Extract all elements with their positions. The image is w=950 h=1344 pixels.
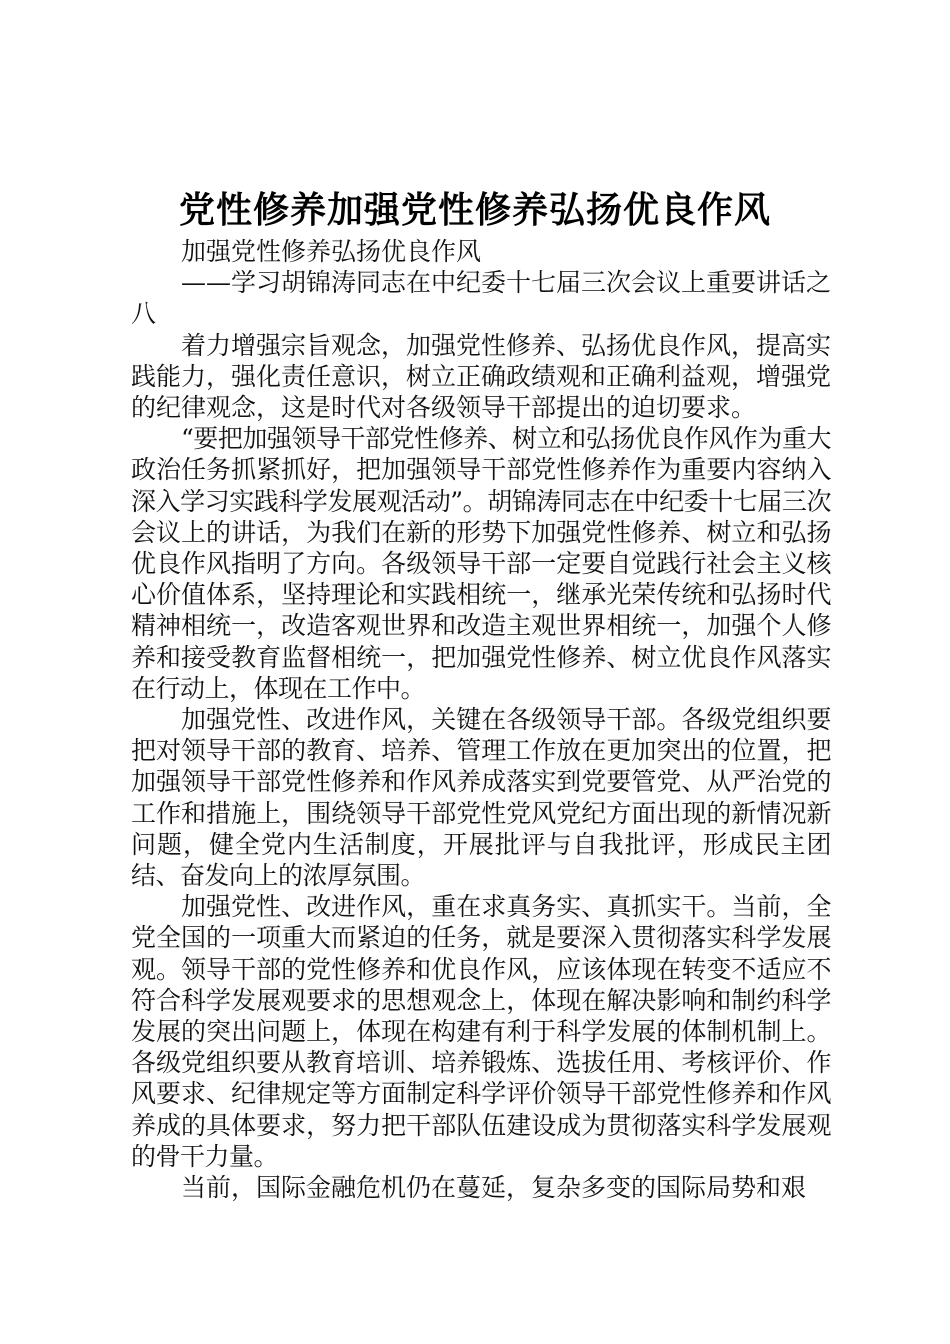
body-paragraph: 加强党性、改进作风，关键在各级领导干部。各级党组织要把对领导干部的教育、培养、管理工作放在更加突出的位置，把加强领导干部党性修养和作风养成落实到党要管党、从严治党的工作和措施上，围绕领导干部党性党风党纪方面出现的新情况新问题，健全党内生活制度，开展批评与自我批评，形成民主团结、奋发向上的浓厚氛围。 xyxy=(131,705,831,891)
body-paragraph: “要把加强领导干部党性修养、树立和弘扬优良作风作为重大政治任务抓紧抓好，把加强领导干部党性修养作为重要内容纳入深入学习实践科学发展观活动”。胡锦涛同志在中纪委十七届三次会议上的讲话，为我们在新的形势下加强党性修养、树立和弘扬优良作风指明了方向。各级领导干部一定要自觉践行社会主义核心价值体系，坚持理论和实践相统一，继承光荣传统和弘扬时代精神相统一，改造客观世界和改造主观世界相统一，加强个人修养和接受教育监督相统一，把加强党性修养、树立优良作风落实在行动上，体现在工作中。 xyxy=(131,424,831,703)
series-note-paragraph: ——学习胡锦涛同志在中纪委十七届三次会议上重要讲话之八 xyxy=(131,268,832,329)
body-paragraph: 着力增强宗旨观念，加强党性修养、弘扬优良作风，提高实践能力，强化责任意识，树立正确政绩观和正确利益观，增强党的纪律观念，这是时代对各级领导干部提出的迫切要求。 xyxy=(131,330,832,423)
document-body xyxy=(131,236,831,1203)
body-paragraph: 当前，国际金融危机仍在蔓延，复杂多变的国际局势和艰 xyxy=(181,1173,807,1203)
document-title: 党性修养加强党性修养弘扬优良作风 xyxy=(178,189,771,231)
subtitle-paragraph: 加强党性修养弘扬优良作风 xyxy=(181,237,482,266)
body-paragraph: 加强党性、改进作风，重在求真务实、真抓实干。当前，全党全国的一项重大而紧迫的任务，就是要深入贯彻落实科学发展观。领导干部的党性修养和优良作风，应该体现在转变不适应不符合科学发展观要求的思想观念上，体现在解决影响和制约科学发展的突出问题上，体现在构建有利于科学发展的体制机制上。各级党组织要从教育培训、培养锻炼、选拔任用、考核评价、作风要求、纪律规定等方面制定科学评价领导干部党性修养和作风养成的具体要求，努力把干部队伍建设成为贯彻落实科学发展观的骨干力量。 xyxy=(131,892,831,1171)
